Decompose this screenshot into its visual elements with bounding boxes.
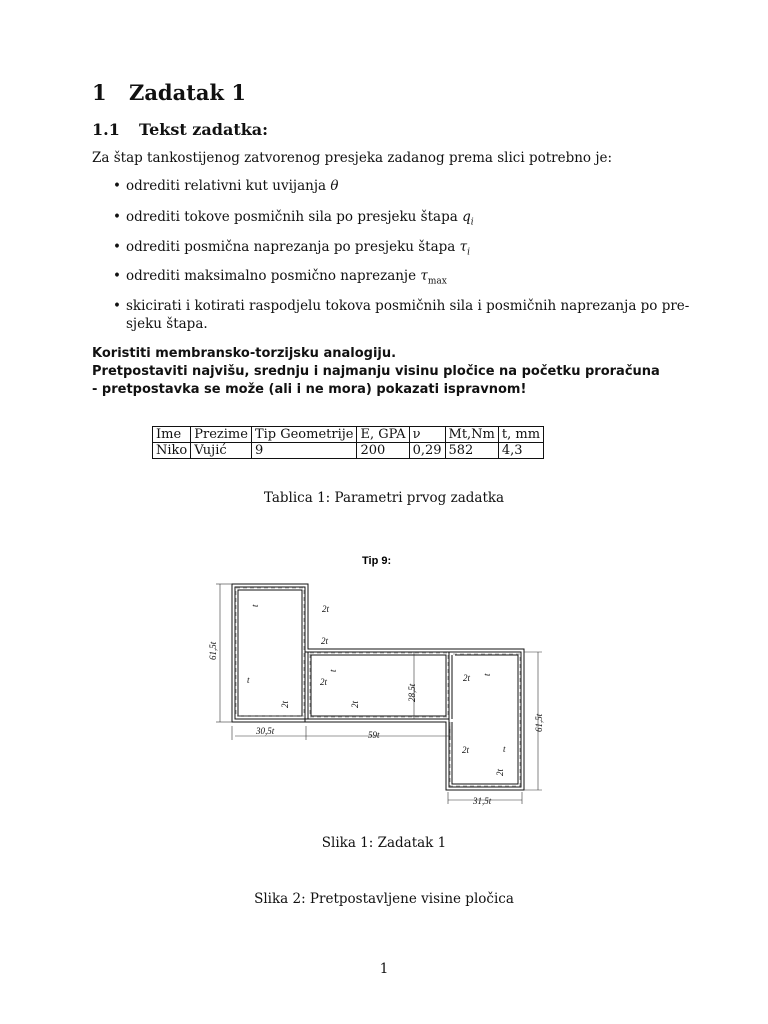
table-cell: 582 <box>445 443 498 459</box>
table-cell: 4,3 <box>498 443 543 459</box>
section-heading <box>92 80 246 105</box>
table-header: Tip Geometrije <box>251 427 357 443</box>
list-item: • odrediti maksimalno posmično naprezanje $\tau_{max}$ <box>113 268 447 287</box>
list-item: • odrediti tokove posmičnih sila po presjeku štapa $q_i$ <box>113 209 474 228</box>
dim-label-width-right: 31,5t <box>473 796 492 806</box>
list-item: • odrediti relativni kut uvijanja θ <box>113 178 339 194</box>
dim-label-height-mid: 28,5t <box>407 683 417 702</box>
intro-text: Za štap tankostijenog zatvorenog presjeka zadanog prema slici potrebno je: <box>92 150 613 166</box>
figure2-caption: Slika 2: Pretpostavljene visine pločica <box>254 891 514 907</box>
subsection-number: 1.1 <box>92 120 120 139</box>
bullet-text: odrediti tokove posmičnih sila po presjeku štapa <box>126 209 463 225</box>
math-symbol: τ <box>420 268 428 284</box>
subsection-heading <box>92 120 268 139</box>
dim-label-t: t <box>328 669 338 672</box>
table-header: t, mm <box>498 427 543 443</box>
table-cell: 0,29 <box>409 443 445 459</box>
table-cell: 200 <box>357 443 409 459</box>
table-header: Ime <box>153 427 191 443</box>
instruction-line: Pretpostaviti najvišu, srednju i najmanju visinu pločice na početku proračuna <box>92 364 660 379</box>
math-subscript: i <box>467 247 470 258</box>
bullet-text: odrediti maksimalno posmično naprezanje <box>126 268 421 284</box>
table-header: Prezime <box>191 427 252 443</box>
table-header: Mt,Nm <box>445 427 498 443</box>
table-row <box>153 443 544 459</box>
instruction-line: - pretpostavka se može (ali i ne mora) pokazati ispravnom! <box>92 382 527 397</box>
figure-title: Tip 9: <box>362 555 392 567</box>
list-item-continuation <box>126 316 208 332</box>
table-cell: 9 <box>251 443 357 459</box>
dim-label-t: t <box>503 744 506 754</box>
dim-label-2t: 2t <box>463 673 471 683</box>
section-title: Zadatak 1 <box>129 80 247 105</box>
dim-label-t: t <box>482 673 492 676</box>
table-cell: Vujić <box>191 443 252 459</box>
dim-label-2t: 2t <box>280 700 290 708</box>
math-subscript: i <box>470 217 474 228</box>
dim-label-2t: 2t <box>320 677 328 687</box>
dimension-lines <box>216 584 542 804</box>
section-number: 1 <box>92 80 107 105</box>
table-caption: Tablica 1: Parametri prvog zadatka <box>263 490 505 506</box>
math-symbol: τ <box>459 239 468 255</box>
dim-label-2t: 2t <box>321 636 329 646</box>
bullet-text: odrediti posmična naprezanja po presjeku štapa <box>126 239 460 255</box>
cross-section-figure <box>190 540 580 820</box>
dim-label-width-mid: 59t <box>368 730 380 740</box>
dim-label-2t: 2t <box>495 768 505 776</box>
section-outline <box>232 584 524 790</box>
dim-label-2t: 2t <box>350 700 360 708</box>
dim-label-height-left: 61,5t <box>208 641 218 660</box>
parameters-table <box>152 426 544 459</box>
math-subscript: max <box>427 276 447 287</box>
table-header-row <box>153 427 544 443</box>
instructions <box>92 345 660 399</box>
bullet-text: odrediti relativni kut uvijanja <box>126 178 331 194</box>
table-header: E, GPA <box>357 427 409 443</box>
list-item: • skicirati i kotirati raspodjelu tokova posmičnih sila i posmičnih naprezanja po pre- <box>113 298 690 314</box>
dim-label-width-left: 30,5t <box>256 726 275 736</box>
table-cell: Niko <box>153 443 191 459</box>
math-symbol: θ <box>330 178 339 194</box>
math-symbol: q <box>462 209 471 225</box>
dimension-labels <box>208 604 544 806</box>
list-item: • odrediti posmična naprezanja po presjeku štapa $\tau_i$ <box>113 239 470 258</box>
bullet-text: skicirati i kotirati raspodjelu tokova posmičnih sila i posmičnih naprezanja po pre- <box>126 298 690 314</box>
figure-caption: Slika 1: Zadatak 1 <box>321 835 447 851</box>
dim-label-2t: 2t <box>462 745 470 755</box>
dim-label-height-right: 61,5t <box>534 713 544 732</box>
table-header: ν <box>409 427 445 443</box>
page-number: 1 <box>379 961 389 977</box>
instruction-line: Koristiti membransko-torzijsku analogiju. <box>92 346 397 361</box>
dim-label-2t: 2t <box>322 604 330 614</box>
subsection-title: Tekst zadatka: <box>139 120 269 139</box>
dim-label-t: t <box>250 604 260 607</box>
bullet-text: sjeku štapa. <box>126 316 208 332</box>
midline-dashes <box>236 588 520 786</box>
dim-label-t: t <box>247 675 250 685</box>
